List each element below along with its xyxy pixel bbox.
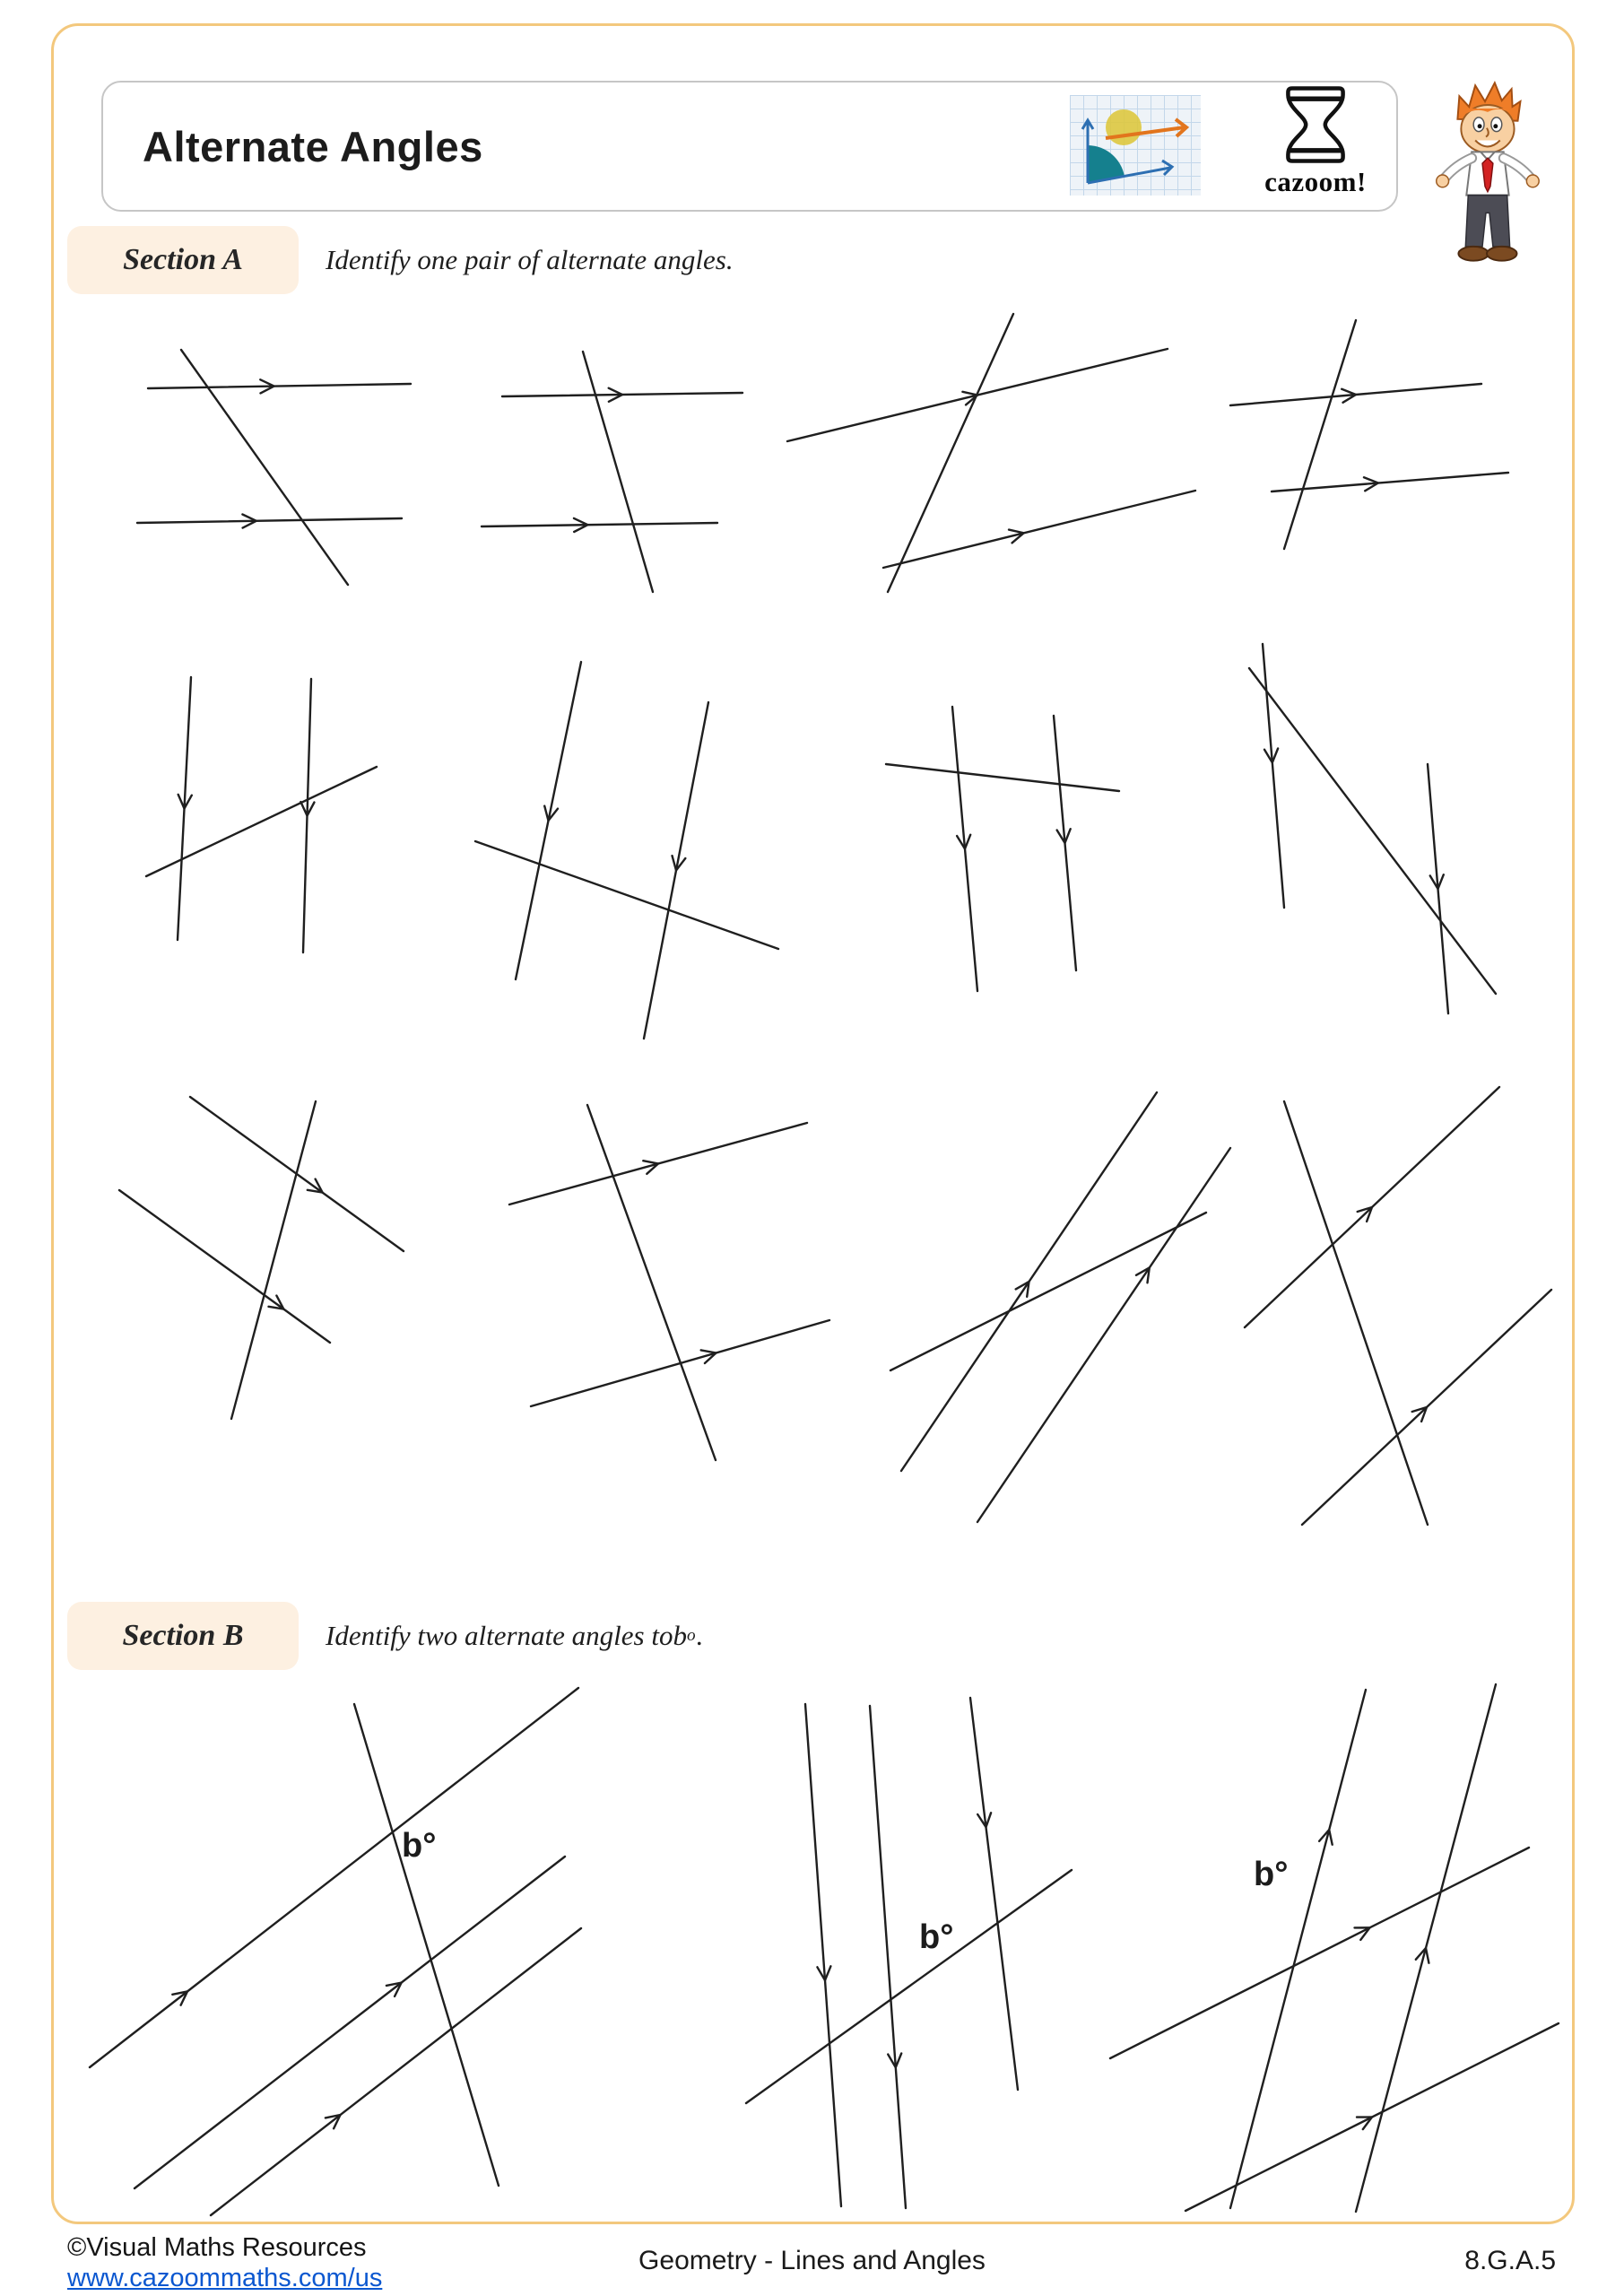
cazoom-mascot-illustration [1419, 77, 1551, 270]
diagram-line-b1 [135, 1857, 565, 2188]
diagram-line-a4 [1284, 320, 1356, 549]
angle-label: b° [1254, 1856, 1289, 1893]
diagram-line-a9 [231, 1101, 316, 1419]
diagram-line-a2 [482, 523, 717, 526]
cazoom-logo-text: cazoom! [1264, 166, 1367, 197]
diagram-line-a1 [137, 518, 402, 523]
section-b-instruction-sup: o [686, 1626, 696, 1645]
parallel-arrow-icon [1016, 1282, 1029, 1297]
diagram-line-a2 [583, 352, 653, 592]
section-a-label [67, 226, 299, 294]
footer-copyright: ©Visual Maths Resources [67, 2233, 367, 2262]
diagram-line-b1 [211, 1928, 581, 2215]
diagram-line-a12 [1284, 1101, 1428, 1525]
cazoom-logo [1253, 84, 1378, 208]
section-b-instruction-prefix: Identify two alternate angles to [326, 1620, 673, 1651]
section-b-instruction-var: b [673, 1620, 687, 1651]
parallel-arrow-icon [1136, 1267, 1150, 1283]
cazoom-hourglass-icon [1279, 84, 1352, 165]
angle-label: b° [402, 1827, 437, 1865]
diagram-line-a8 [1249, 668, 1496, 994]
diagram-line-a7 [886, 764, 1119, 791]
section-a-label-text: Section A [123, 243, 243, 276]
diagram-line-b1 [354, 1704, 499, 2186]
diagram-line-b1 [90, 1688, 578, 2067]
mascot-art [1419, 77, 1551, 270]
footer-topic: Geometry - Lines and Angles [638, 2246, 986, 2275]
angle-label: b° [919, 1918, 954, 1956]
diagram-line-a9 [119, 1190, 330, 1343]
diagram-line-b2 [970, 1698, 1018, 2090]
diagram-line-a8 [1263, 644, 1284, 908]
diagram-line-b2 [746, 1870, 1072, 2103]
parallel-arrow-icon [308, 1179, 323, 1193]
grid-angles-art [1070, 95, 1201, 196]
diagram-line-b2 [870, 1706, 906, 2208]
diagram-line-a6 [475, 841, 778, 949]
diagram-line-b2 [805, 1704, 841, 2206]
section-a-instruction [326, 226, 734, 294]
page-title: Alternate Angles [143, 122, 483, 170]
diagram-line-a11 [977, 1148, 1230, 1522]
footer-website-link[interactable]: www.cazoommaths.com/us [67, 2264, 383, 2292]
diagram-line-a1 [148, 384, 411, 388]
section-b-instruction-suffix: . [696, 1620, 704, 1651]
diagram-line-a3 [883, 491, 1195, 568]
section-b-label [67, 1602, 299, 1670]
section-b-label-text: Section B [122, 1619, 244, 1652]
diagram-line-a10 [587, 1105, 716, 1460]
diagram-line-a5 [146, 767, 377, 876]
header-box [101, 81, 1398, 212]
footer-standard-code: 8.G.A.5 [1464, 2246, 1556, 2275]
section-b-instruction [326, 1602, 703, 1670]
section-a-instruction-text: Identify one pair of alternate angles. [326, 244, 734, 275]
diagram-line-a11 [890, 1213, 1206, 1370]
diagram-line-b3 [1110, 1848, 1529, 2058]
grid-angles-icon [1070, 95, 1201, 196]
